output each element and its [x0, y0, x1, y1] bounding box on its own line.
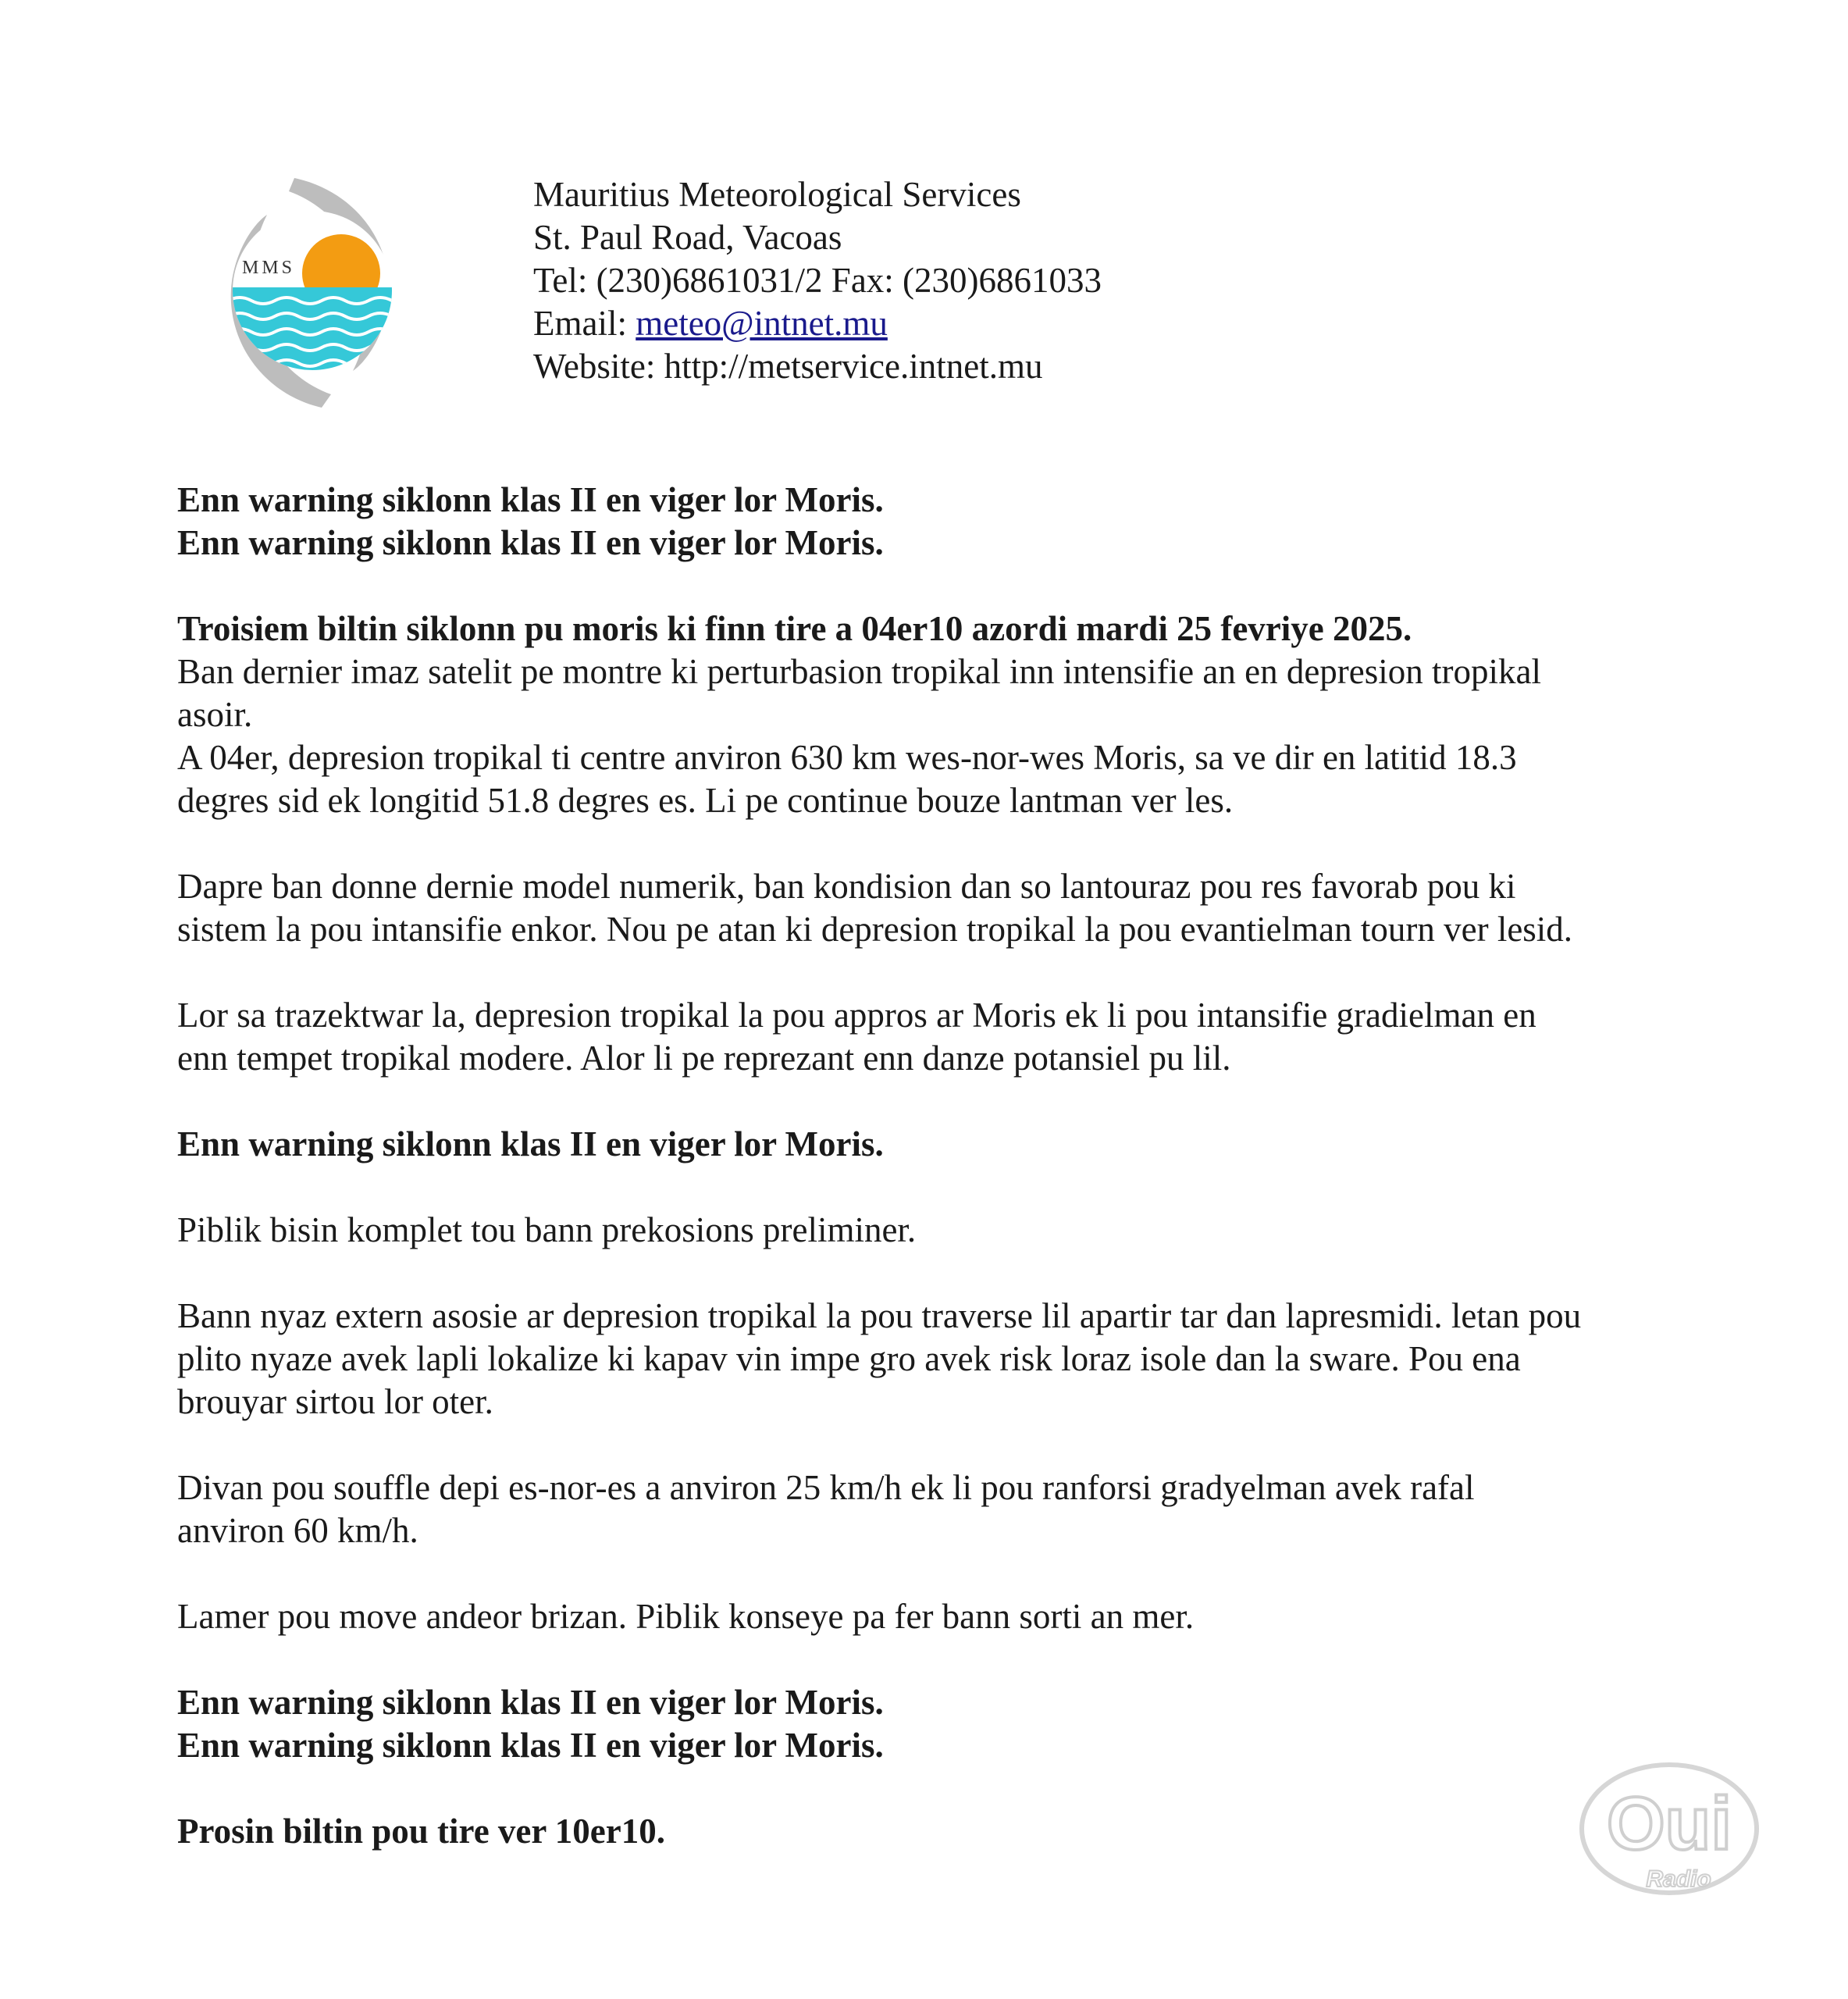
- mms-logo: [220, 172, 400, 414]
- org-address: St. Paul Road, Vacoas: [533, 218, 842, 257]
- paragraph-line: Ban dernier imaz satelit pe montre ki perturbasion tropikal inn intensifie an en depresion tropikal: [177, 652, 1541, 691]
- warning-line: Enn warning siklonn klas II en viger lor Moris.: [177, 1124, 884, 1163]
- paragraph-line: sistem la pou intansifie enkor. Nou pe atan ki depresion tropikal la pou evantielman tourn ver lesid.: [177, 910, 1573, 949]
- warning-line: Enn warning siklonn klas II en viger lor Moris.: [177, 480, 884, 519]
- bulletin-body: [177, 479, 1707, 1853]
- warning-line: Enn warning siklonn klas II en viger lor Moris.: [177, 523, 884, 562]
- watermark-sub: Radio: [1646, 1866, 1711, 1892]
- warning-line: Enn warning siklonn klas II en viger lor Moris.: [177, 1683, 884, 1722]
- paragraph-line: enn tempet tropikal modere. Alor li pe reprezant enn danze potansiel pu lil.: [177, 1039, 1231, 1078]
- paragraph-line: brouyar sirtou lor oter.: [177, 1382, 493, 1421]
- paragraph-line: degres sid ek longitid 51.8 degres es. Li pe continue bouze lantman ver les.: [177, 781, 1234, 820]
- warning-line: Enn warning siklonn klas II en viger lor Moris.: [177, 1726, 884, 1765]
- paragraph-line: Lamer pou move andeor brizan. Piblik konseye pa fer bann sorti an mer.: [177, 1597, 1195, 1636]
- paragraph-line: A 04er, depresion tropikal ti centre anviron 630 km wes-nor-wes Moris, sa ve dir en latitid 18.3: [177, 738, 1517, 777]
- paragraph-line: Lor sa trazektwar la, depresion tropikal la pou appros ar Moris ek li pou intansifie gradielman en: [177, 996, 1536, 1035]
- email-label: Email:: [533, 304, 636, 343]
- paragraph-line: Piblik bisin komplet tou bann prekosions preliminer.: [177, 1210, 917, 1249]
- next-bulletin: Prosin biltin pou tire ver 10er10.: [177, 1812, 665, 1851]
- paragraph-line: Bann nyaz extern asosie ar depresion tropikal la pou traverse lil apartir tar dan lapresmidi. letan pou: [177, 1296, 1582, 1335]
- email-link[interactable]: meteo@intnet.mu: [636, 304, 888, 343]
- org-name: Mauritius Meteorological Services: [533, 175, 1021, 214]
- watermark-brand: Oui: [1607, 1782, 1732, 1865]
- paragraph-line: Divan pou souffle depi es-nor-es a anviron 25 km/h ek li pou ranforsi gradyelman avek rafal: [177, 1468, 1475, 1507]
- mms-logo-text: MMS: [242, 258, 296, 278]
- org-website: Website: http://metservice.intnet.mu: [533, 347, 1043, 386]
- letterhead: [533, 173, 1102, 388]
- org-email: [533, 302, 1102, 345]
- org-phone-fax: Tel: (230)6861031/2 Fax: (230)6861033: [533, 261, 1102, 300]
- oui-radio-watermark: [1576, 1757, 1763, 1905]
- paragraph-line: asoir.: [177, 695, 253, 734]
- paragraph-line: anviron 60 km/h.: [177, 1511, 418, 1550]
- paragraph-line: Dapre ban donne dernie model numerik, ban kondision dan so lantouraz pou res favorab pou ki: [177, 867, 1516, 906]
- paragraph-line: plito nyaze avek lapli lokalize ki kapav vin impe gro avek risk loraz isole dan la sware. Pou ena: [177, 1339, 1521, 1378]
- mms-logo-icon: [220, 172, 400, 414]
- bulletin-title: Troisiem biltin siklonn pu moris ki finn tire a 04er10 azordi mardi 25 fevriye 2025.: [177, 609, 1412, 648]
- oui-radio-watermark-icon: [1576, 1757, 1763, 1905]
